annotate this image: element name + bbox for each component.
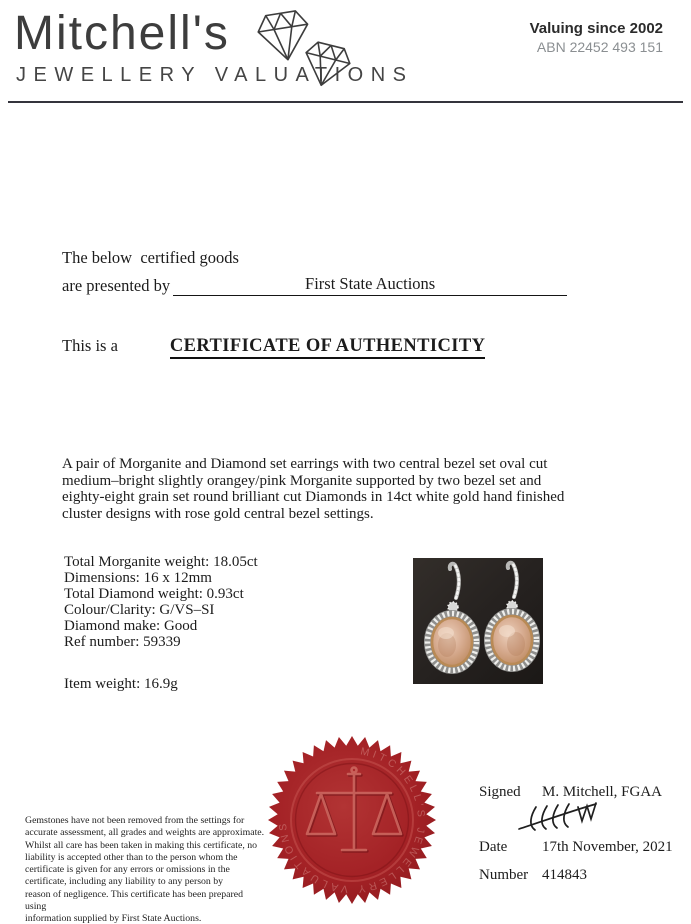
disclaimer-line: liability is accepted other than to the person whom the (25, 851, 238, 863)
earrings-photo (413, 558, 543, 684)
certificate-title-row (62, 336, 485, 357)
signature-scribble (516, 799, 608, 841)
abn-number: ABN 22452 493 151 (536, 39, 663, 55)
seal-starburst (268, 736, 436, 904)
spec-ref-number: Ref number: 59339 (64, 634, 181, 650)
header-divider (8, 101, 683, 103)
seal-embossed-text: MITCHELL'S JEWELLERY VALUATIONS (276, 745, 428, 896)
presenter-name: First State Auctions (305, 274, 436, 293)
number-value: 414843 (542, 867, 587, 883)
description-line: cluster designs with rose gold central bezel settings. (62, 505, 374, 522)
title-intro: This is a (62, 336, 118, 355)
disclaimer-line: reason of negligence. This certificate has been prepared using (25, 888, 243, 913)
description-line: eighty-eight grain set round brilliant cut Diamonds in 14ct white gold hand finished (62, 489, 565, 506)
disclaimer-line: certificate, including any liability to any person by (25, 876, 224, 888)
wax-seal (264, 732, 440, 908)
spec-list (64, 554, 258, 650)
description-line: A pair of Morganite and Diamond set earrings with two central bezel set oval cut (62, 456, 548, 472)
brand-subtitle: JEWELLERY VALUATIONS (16, 64, 414, 86)
spec-item-weight: Item weight: 16.9g (64, 676, 178, 692)
disclaimer-line: accurate assessment, all grades and weights are approximate. (25, 827, 265, 839)
spec-diamond-weight: Total Diamond weight: 0.93ct (64, 586, 244, 602)
diamonds-logo-icon (252, 4, 356, 102)
number-label: Number (479, 867, 529, 883)
disclaimer-line: certificate is given for any errors or omissions in the (25, 864, 230, 876)
spec-diamond-make: Diamond make: Good (64, 618, 198, 634)
certificate-title: CERTIFICATE OF AUTHENTICITY (170, 336, 485, 359)
item-description (62, 456, 607, 522)
disclaimer-text (25, 815, 265, 924)
presenter-underline (173, 274, 567, 296)
presented-goods-line: The below certified goods (62, 248, 239, 267)
disclaimer-line: Gemstones have not been removed from the settings for (25, 815, 245, 826)
disclaimer-line: information supplied by First State Auctions. (25, 913, 202, 924)
tagline: Valuing since 2002 (529, 20, 663, 37)
date-label: Date (479, 839, 508, 855)
spec-morganite-weight: Total Morganite weight: 18.05ct (64, 554, 258, 570)
presented-by-line (62, 274, 567, 296)
header-right (470, 20, 663, 55)
spec-colour-clarity: Colour/Clarity: G/VS–SI (64, 602, 215, 618)
presented-by-prefix: are presented by (62, 276, 171, 295)
spec-dimensions: Dimensions: 16 x 12mm (64, 570, 212, 586)
signed-label: Signed (479, 784, 521, 800)
date-value: 17th November, 2021 (542, 839, 673, 855)
disclaimer-line: Whilst all care has been taken in making this certificate, no (25, 839, 258, 851)
signed-value: M. Mitchell, FGAA (542, 784, 662, 800)
brand-name: Mitchell's (14, 7, 230, 60)
description-line: medium–bright slightly orangey/pink Morganite supported by two bezel set and (62, 472, 542, 489)
